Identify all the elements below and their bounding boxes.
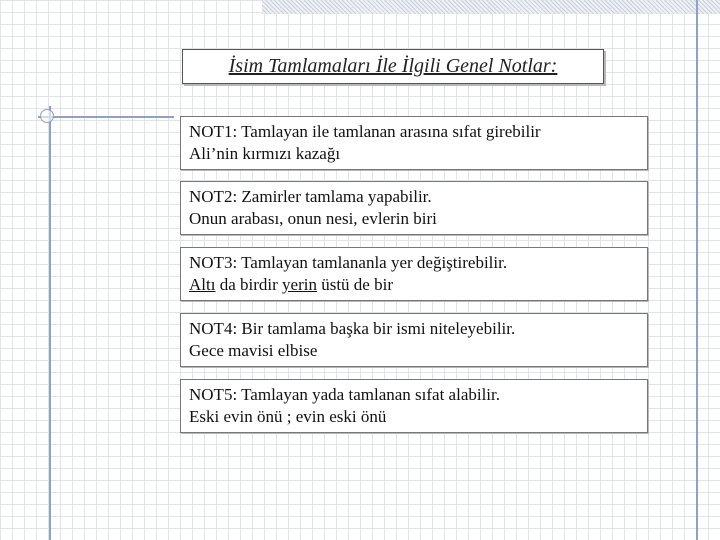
note-5-example: Eski evin önü ; evin eski önü <box>189 407 387 426</box>
note-2-rule: NOT2: Zamirler tamlama yapabilir. <box>189 187 432 206</box>
note-5-rule: NOT5: Tamlayan yada tamlanan sıfat alabilir. <box>189 385 501 404</box>
decorative-top-band <box>262 0 720 14</box>
page-title: İsim Tamlamaları İle İlgili Genel Notlar: <box>228 55 558 77</box>
note-box-2 <box>180 181 648 235</box>
note-4-rule: NOT4: Bir tamlama başka bir ismi niteleyebilir. <box>189 319 516 338</box>
note-3-example <box>189 274 639 296</box>
decorative-horizontal-line <box>38 116 174 118</box>
note-1-rule: NOT1: Tamlayan ile tamlanan arasına sıfat girebilir <box>189 122 541 141</box>
note-3-text-2: da birdir <box>215 275 283 294</box>
decorative-vertical-line-left <box>49 106 51 540</box>
decorative-vertical-line-right <box>696 0 698 540</box>
note-box-3 <box>180 247 648 301</box>
note-box-1 <box>180 116 648 170</box>
note-box-5 <box>180 379 648 433</box>
title-box <box>182 49 604 84</box>
note-1-example: Ali’nin kırmızı kazağı <box>189 144 341 163</box>
note-3-underlined-word-2: yerin <box>282 275 317 294</box>
note-2-example: Onun arabası, onun nesi, evlerin biri <box>189 209 437 228</box>
decorative-circle-icon <box>40 109 54 123</box>
note-4-example: Gece mavisi elbise <box>189 341 318 360</box>
note-box-4 <box>180 313 648 367</box>
note-3-rule: NOT3: Tamlayan tamlananla yer değiştirebilir. <box>189 253 508 272</box>
note-3-underlined-word-1: Altı <box>189 275 216 294</box>
note-3-text-4: üstü de bir <box>316 275 393 294</box>
